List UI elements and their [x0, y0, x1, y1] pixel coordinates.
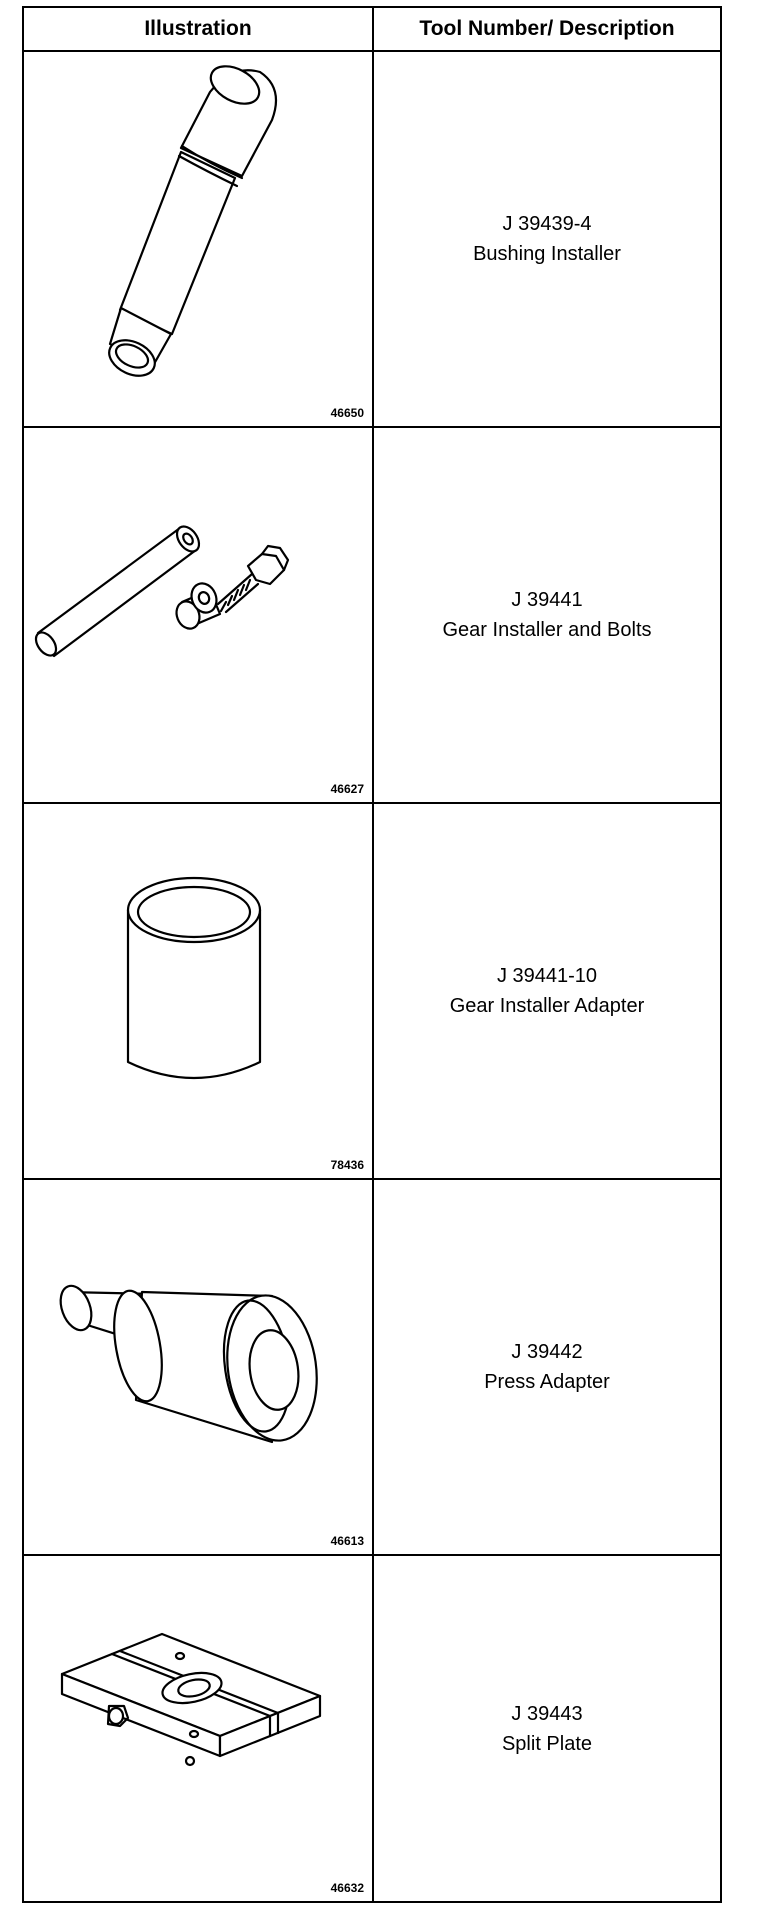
illustration-cell — [24, 1556, 372, 1901]
table-row — [24, 52, 720, 428]
tool-number: J 39442 — [511, 1341, 583, 1363]
press-adapter-icon — [24, 1180, 372, 1554]
table-row — [24, 428, 720, 804]
header-tool-number-description: Tool Number/ Description — [419, 17, 675, 40]
illustration-cell — [24, 1180, 372, 1554]
table-row — [24, 1180, 720, 1556]
tool-description: Bushing Installer — [473, 243, 621, 265]
table-row — [24, 804, 720, 1180]
split-plate-icon — [24, 1556, 372, 1901]
figure-number: 78436 — [330, 1158, 364, 1172]
figure-number: 46632 — [330, 1881, 364, 1895]
tool-description: Split Plate — [501, 1732, 593, 1755]
figure-number: 46650 — [330, 406, 364, 420]
tool-description: Gear Installer Adapter — [449, 995, 645, 1017]
figure-number: 46627 — [330, 782, 364, 796]
tool-description-cell — [374, 428, 720, 802]
tool-number: J 39441-10 — [496, 965, 598, 987]
tools-table — [22, 6, 722, 1903]
table-header — [24, 8, 720, 52]
table-row — [24, 1556, 720, 1901]
figure-number: 46613 — [330, 1534, 364, 1548]
illustration-cell — [24, 804, 372, 1178]
bushing-installer-icon — [24, 52, 372, 426]
tool-description-cell — [374, 1556, 720, 1901]
gear-installer-adapter-icon — [24, 804, 372, 1178]
tool-description-cell — [374, 52, 720, 426]
tool-number: J 39439-4 — [502, 213, 592, 235]
illustration-cell — [24, 428, 372, 802]
tool-number: J 39441 — [511, 589, 583, 611]
tool-description-cell — [374, 1180, 720, 1554]
tool-description-cell — [374, 804, 720, 1178]
gear-installer-bolts-icon — [24, 428, 372, 802]
header-illustration: Illustration — [144, 17, 252, 40]
tool-number: J 39443 — [511, 1702, 583, 1725]
tool-description: Gear Installer and Bolts — [442, 619, 652, 641]
illustration-cell — [24, 52, 372, 426]
tool-description: Press Adapter — [484, 1371, 610, 1393]
